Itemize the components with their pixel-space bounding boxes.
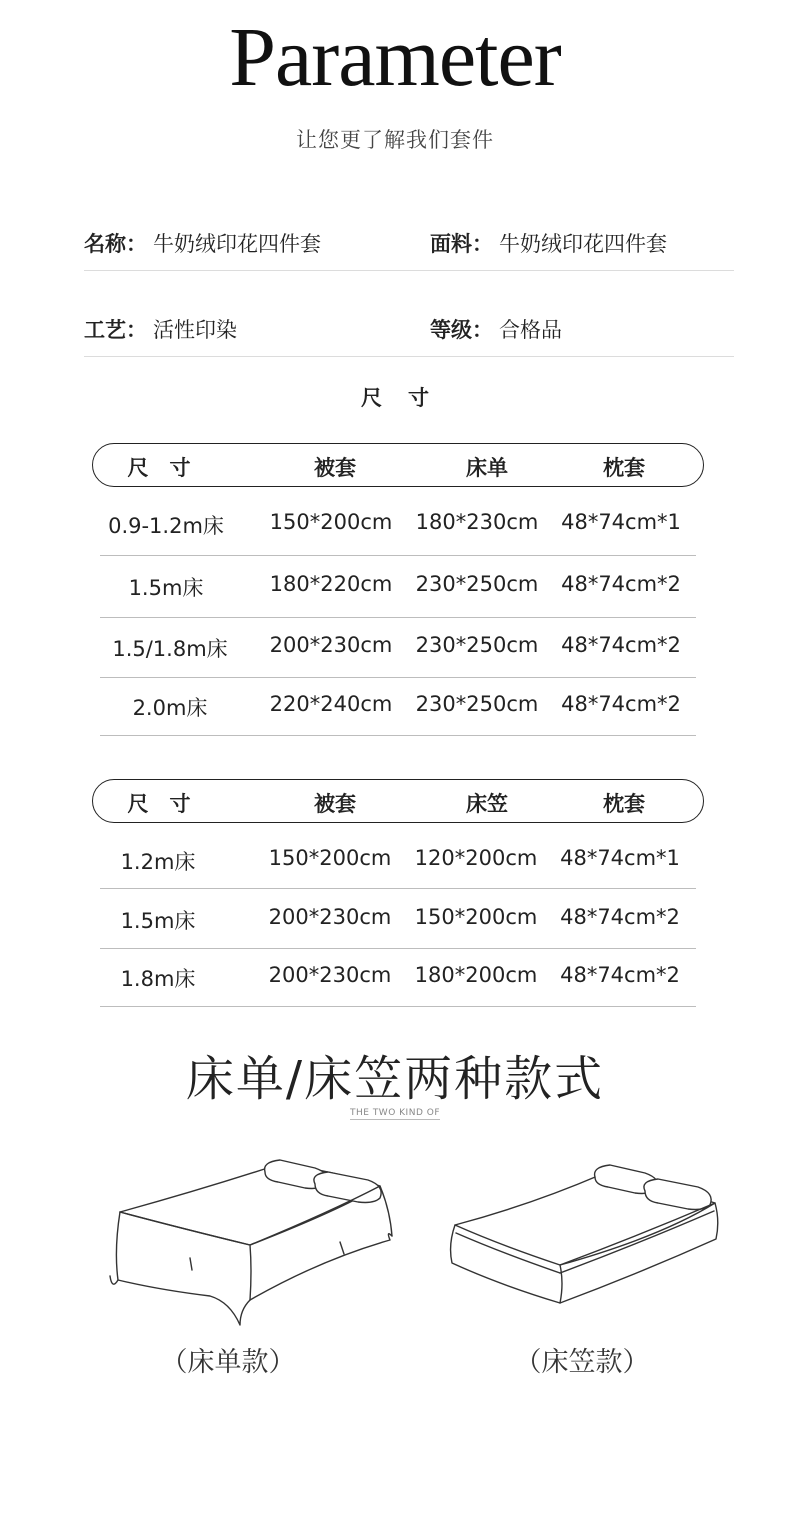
param-row-1 xyxy=(84,214,734,271)
cell: 48*74cm*1 xyxy=(561,510,681,534)
cell: 1.5/1.8m床 xyxy=(112,637,228,661)
cell: 2.0m床 xyxy=(132,696,208,720)
cell: 1.5m床 xyxy=(120,909,196,933)
param-row-2 xyxy=(84,300,734,357)
cell: 48*74cm*2 xyxy=(561,692,681,716)
param-fabric xyxy=(430,228,667,258)
param-label: 工艺： xyxy=(84,318,147,342)
header-fitted-sheet: 床笠 xyxy=(466,792,508,816)
cell: 200*230cm xyxy=(268,963,392,987)
cell: 0.9-1.2m床 xyxy=(108,514,224,538)
styles-title: 床单/床笠两种款式 xyxy=(185,1051,605,1107)
cell: 230*250cm xyxy=(415,692,539,716)
table-row xyxy=(100,889,696,949)
fitted-sheet-illustration xyxy=(440,1155,730,1315)
flat-sheet-illustration xyxy=(100,1150,410,1335)
flat-sheet-label: （床单款） xyxy=(160,1347,296,1378)
cell: 48*74cm*2 xyxy=(561,572,681,596)
cell: 150*200cm xyxy=(269,510,393,534)
table-row xyxy=(100,494,696,556)
param-label: 名称： xyxy=(84,232,147,256)
table-row xyxy=(100,678,696,736)
cell: 220*240cm xyxy=(269,692,393,716)
cell: 180*220cm xyxy=(269,572,393,596)
cell: 150*200cm xyxy=(414,905,538,929)
param-value: 牛奶绒印花四件套 xyxy=(499,232,667,256)
param-name xyxy=(84,228,321,258)
fitted-sheet-label: （床笠款） xyxy=(514,1347,650,1378)
cell: 180*230cm xyxy=(415,510,539,534)
cell: 48*74cm*2 xyxy=(560,963,680,987)
param-label: 面料： xyxy=(430,232,493,256)
cell: 48*74cm*2 xyxy=(561,633,681,657)
header-duvet: 被套 xyxy=(314,456,356,480)
cell: 230*250cm xyxy=(415,633,539,657)
page-subtitle: 让您更了解我们套件 xyxy=(296,128,494,152)
header-size: 尺 寸 xyxy=(127,792,191,816)
cell: 150*200cm xyxy=(268,846,392,870)
header-duvet: 被套 xyxy=(314,792,356,816)
param-grade xyxy=(430,314,562,344)
header-size: 尺 寸 xyxy=(127,456,191,480)
page-title: Parameter xyxy=(229,11,561,104)
styles-caption-en: THE TWO KIND OF xyxy=(350,1108,440,1118)
cell: 180*200cm xyxy=(414,963,538,987)
param-label: 等级： xyxy=(430,318,493,342)
header-sheet: 床单 xyxy=(466,456,508,480)
table-row xyxy=(100,830,696,889)
cell: 1.2m床 xyxy=(120,850,196,874)
cell: 230*250cm xyxy=(415,572,539,596)
cell: 200*230cm xyxy=(269,633,393,657)
cell: 48*74cm*1 xyxy=(560,846,680,870)
cell: 1.8m床 xyxy=(120,967,196,991)
cell: 120*200cm xyxy=(414,846,538,870)
cell: 1.5m床 xyxy=(128,576,204,600)
cell: 48*74cm*2 xyxy=(560,905,680,929)
param-value: 活性印染 xyxy=(153,318,237,342)
param-value: 合格品 xyxy=(499,318,562,342)
header-pillowcase: 枕套 xyxy=(603,792,645,816)
size-heading: 尺寸 xyxy=(361,386,455,410)
param-value: 牛奶绒印花四件套 xyxy=(153,232,321,256)
table-row xyxy=(100,618,696,678)
table-row xyxy=(100,556,696,618)
table1-header xyxy=(92,443,704,487)
table-row xyxy=(100,949,696,1007)
header-pillowcase: 枕套 xyxy=(603,456,645,480)
cell: 200*230cm xyxy=(268,905,392,929)
param-craft xyxy=(84,314,237,344)
table2-header xyxy=(92,779,704,823)
